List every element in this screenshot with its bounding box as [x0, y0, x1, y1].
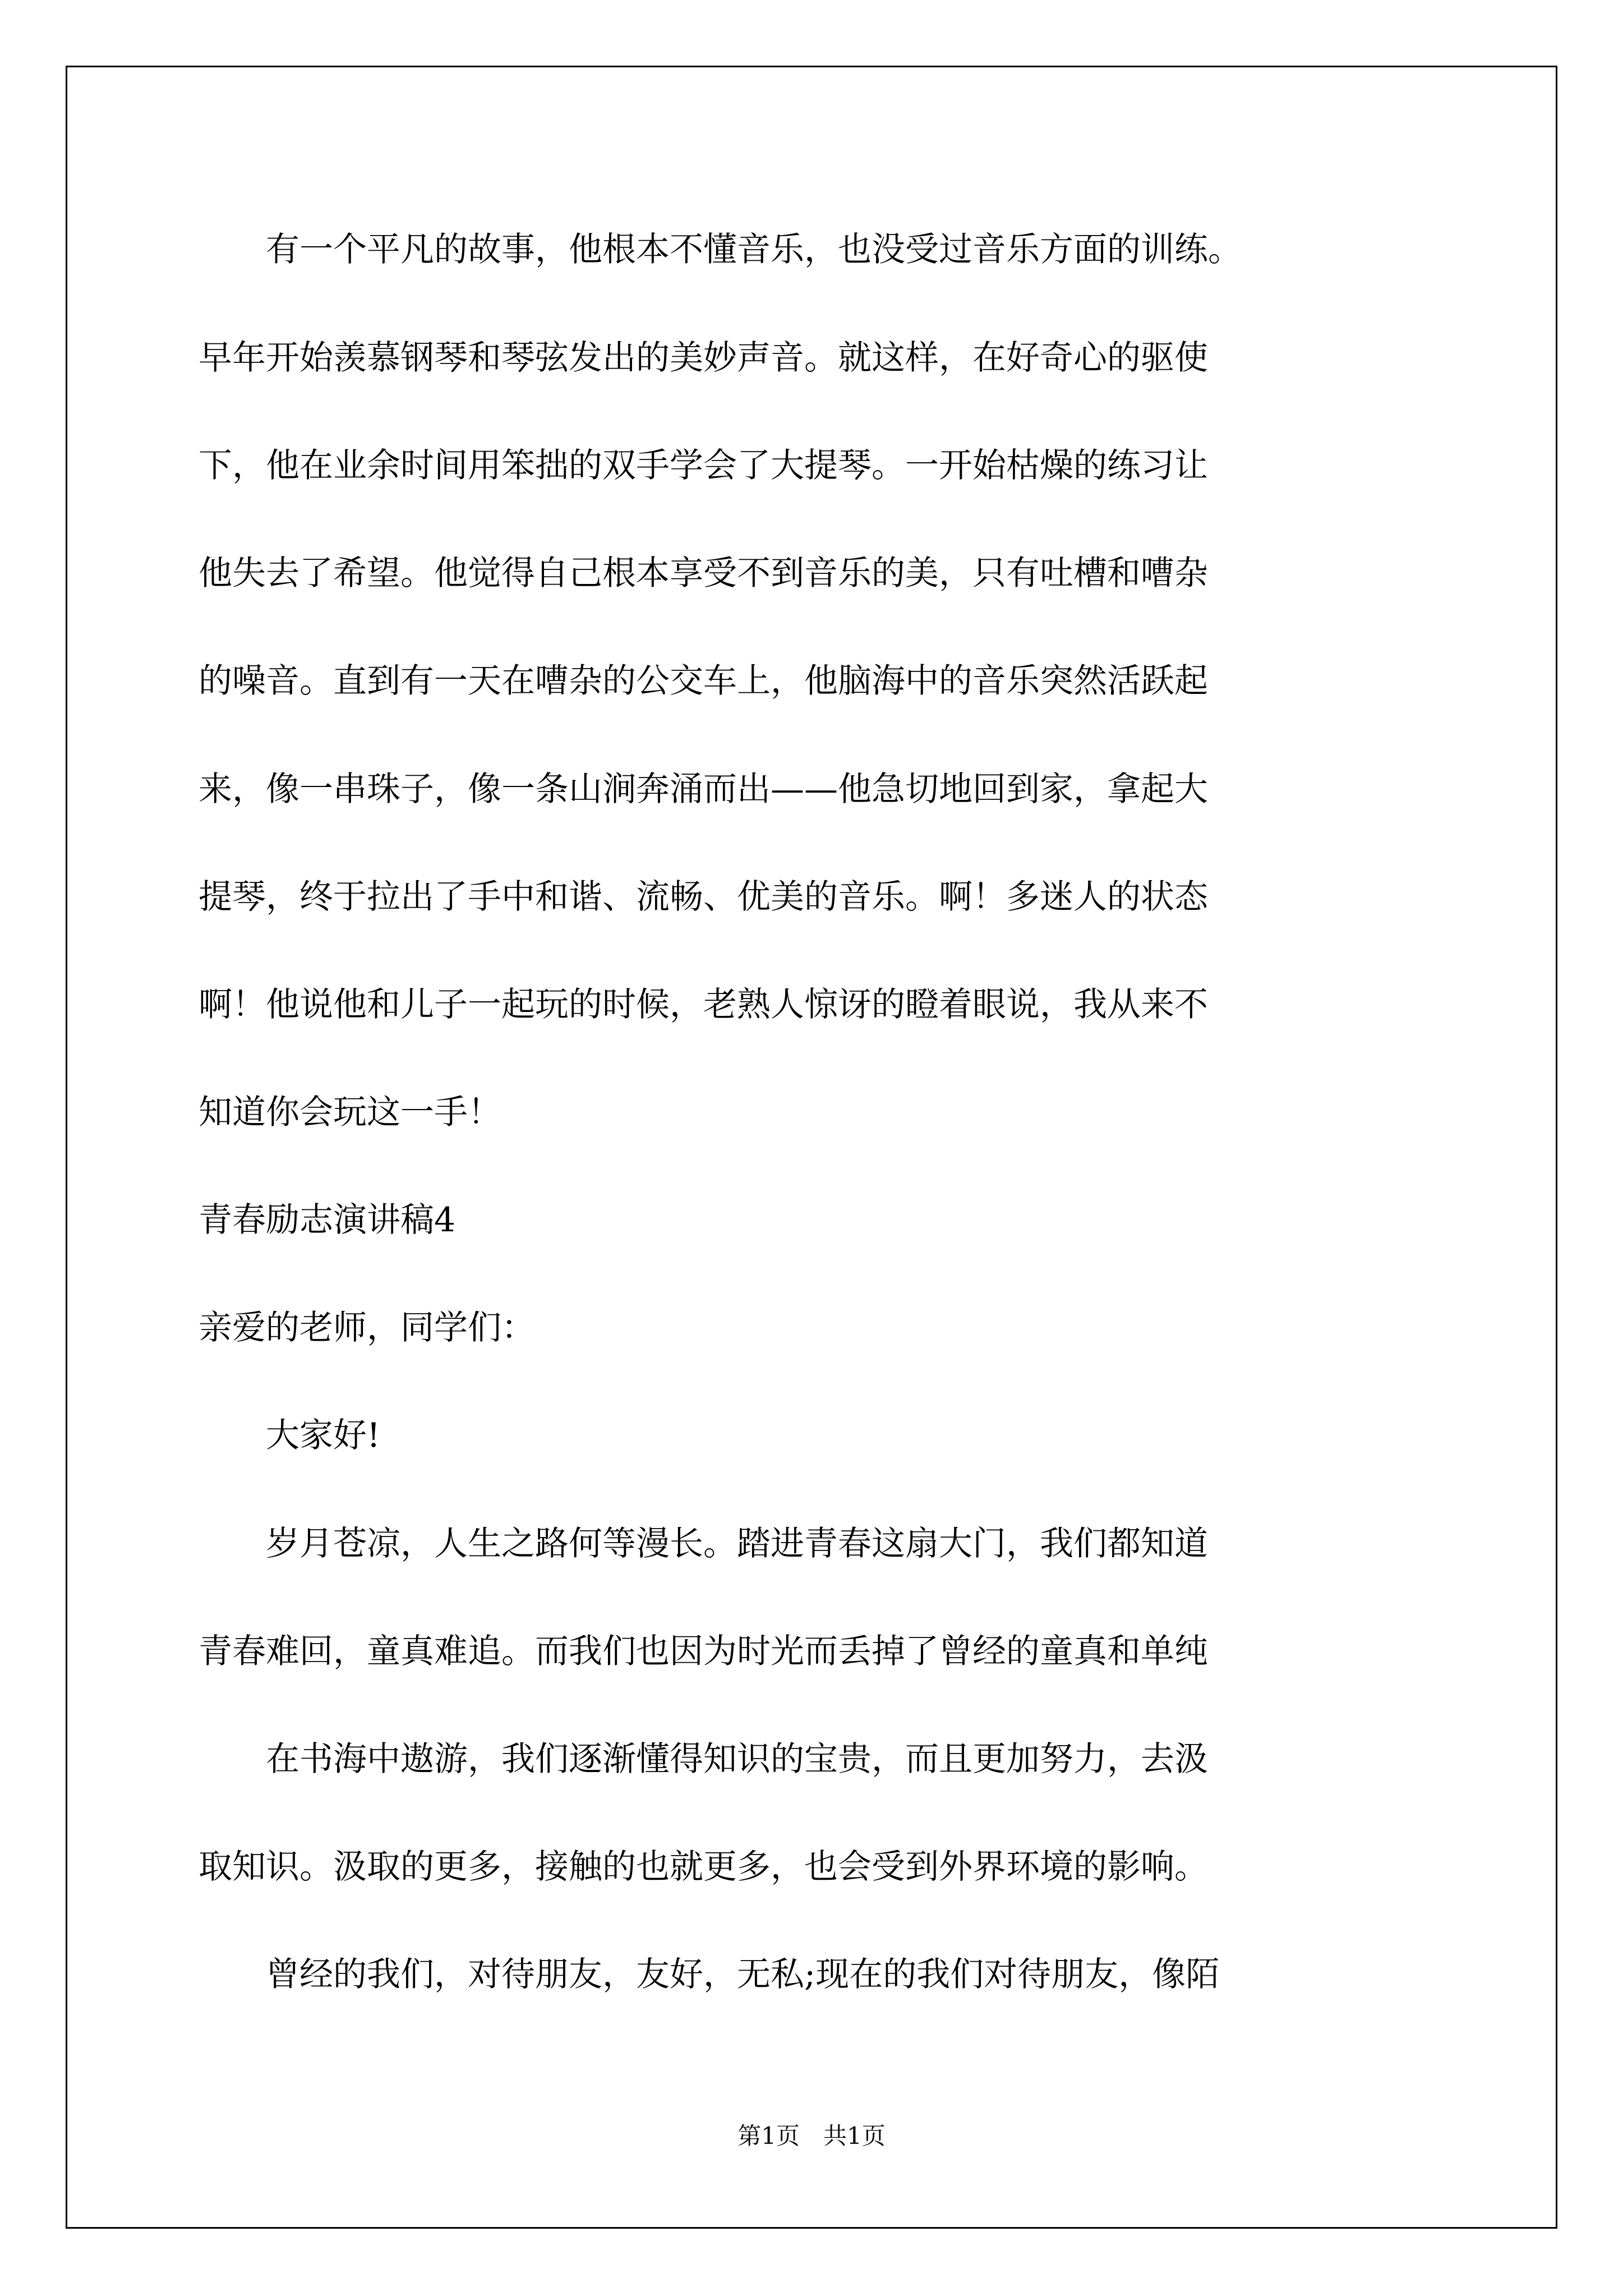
- text-line: 他失去了希望。他觉得自己根本享受不到音乐的美，只有吐槽和嘈杂: [199, 554, 1208, 593]
- text-line: 的噪音。直到有一天在嘈杂的公交车上，他脑海中的音乐突然活跃起: [199, 661, 1208, 701]
- text-line: 青春难回，童真难追。而我们也因为时光而丢掉了曾经的童真和单纯: [199, 1632, 1208, 1671]
- page-number: 第1页 共1页: [737, 2122, 886, 2150]
- text-line: 早年开始羡慕钢琴和琴弦发出的美妙声音。就这样，在好奇心的驱使: [199, 338, 1208, 378]
- section-heading: 青春励志演讲稿4: [199, 1200, 456, 1240]
- text-line: 知道你会玩这一手！: [199, 1093, 501, 1132]
- text-line: 曾经的我们，对待朋友，友好，无私;现在的我们对待朋友，像陌: [199, 1955, 1220, 1994]
- text-line: 下，他在业余时间用笨拙的双手学会了大提琴。一开始枯燥的练习让: [199, 446, 1208, 485]
- text-line: 来，像一串珠子，像一条山涧奔涌而出——他急切地回到家，拿起大: [199, 770, 1208, 809]
- text-line: 在书海中遨游，我们逐渐懂得知识的宝贵，而且更加努力，去汲: [199, 1740, 1208, 1779]
- text-line: 提琴，终于拉出了手中和谐、流畅、优美的音乐。啊！多迷人的状态: [199, 877, 1208, 917]
- text-line: 岁月苍凉，人生之路何等漫长。踏进青春这扇大门，我们都知道: [199, 1524, 1208, 1563]
- text-line: 啊！他说他和儿子一起玩的时候，老熟人惊讶的瞪着眼说，我从来不: [199, 985, 1208, 1024]
- text-line: 有一个平凡的故事，他根本不懂音乐，也没受过音乐方面的训练。: [199, 230, 1242, 269]
- page-border: [66, 66, 1557, 2229]
- text-line: 取知识。汲取的更多，接触的也就更多，也会受到外界环境的影响。: [199, 1847, 1208, 1887]
- greeting: 大家好!: [199, 1416, 381, 1455]
- salutation: 亲爱的老师，同学们：: [199, 1308, 535, 1347]
